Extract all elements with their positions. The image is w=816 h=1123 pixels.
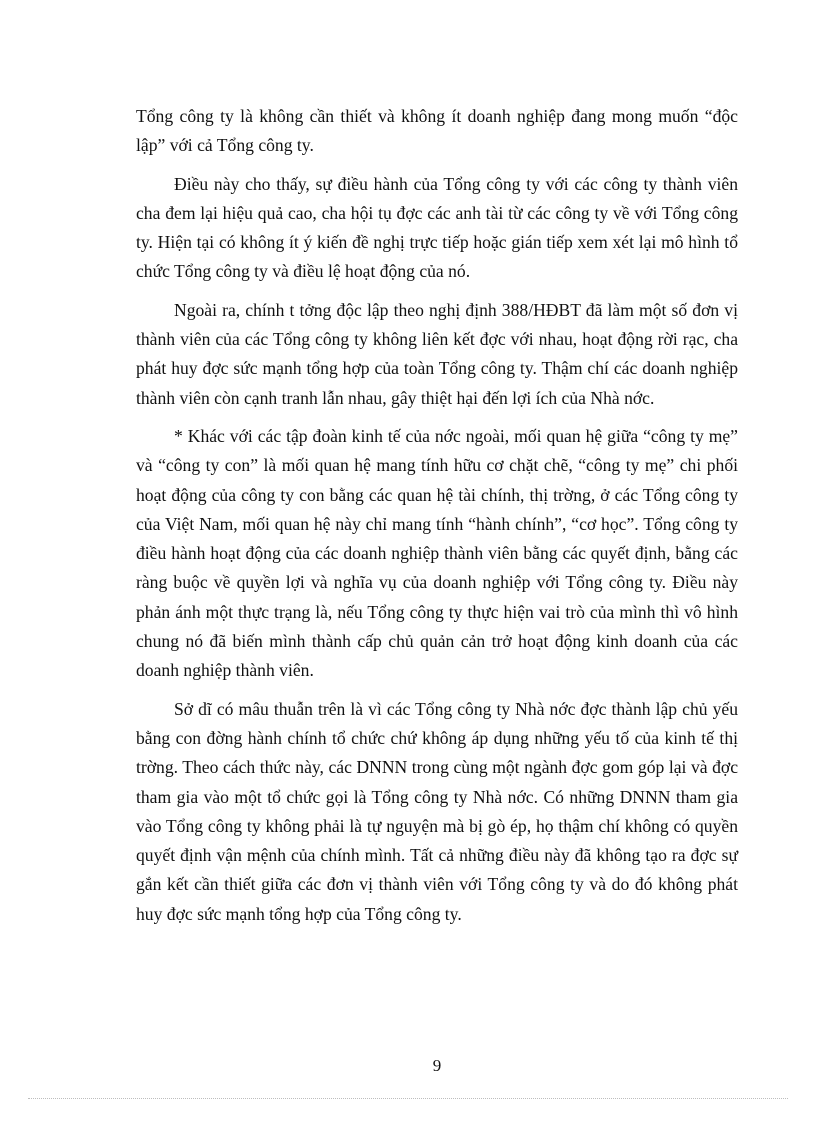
page-number: 9 xyxy=(432,1056,442,1075)
document-body xyxy=(136,102,738,929)
paragraph-independence-decree: Ngoài ra, chính t tởng độc lập theo nghị định 388/HĐBT đã làm một số đơn vị thành viên của các Tổng công ty không liên kết đợc với nhau, hoạt động rời rạc, cha phát huy đợc sức mạnh tổng hợp của toàn Tổng công ty. Thậm chí các doanh nghiệp thành viên còn cạnh tranh lẫn nhau, gây thiệt hại đến lợi ích của Nhà nớc. xyxy=(136,299,738,408)
paragraph-continuation: Tổng công ty là không cần thiết và không ít doanh nghiệp đang mong muốn “độc lập” với cả Tổng công ty. xyxy=(136,106,738,156)
paragraph-contradiction-cause: Sở dĩ có mâu thuẫn trên là vì các Tổng công ty Nhà nớc đợc thành lập chủ yếu bằng con đờng hành chính tổ chức chứ không áp dụng những yếu tố của kinh tế thị trờng. Theo cách thức này, các DNNN trong cùng một ngành đợc gom góp lại và đợc tham gia vào một tổ chức gọi là Tổng công ty Nhà nớc. Có những DNNN tham gia vào Tổng công ty không phải là tự nguyện mà bị gò ép, họ thậm chí không có quyền quyết định vận mệnh của chính mình. Tất cả những điều này đã không tạo ra đợc sự gắn kết cần thiết giữa các đơn vị thành viên với Tổng công ty và do đó không phát huy đợc sức mạnh tổng hợp của Tổng công ty. xyxy=(136,698,738,924)
paragraph-management-effectiveness: Điều này cho thấy, sự điều hành của Tổng công ty với các công ty thành viên cha đem lại hiệu quả cao, cha hội tụ đợc các anh tài từ các công ty về với Tổng công ty. Hiện tại có không ít ý kiến đề nghị trực tiếp hoặc gián tiếp xem xét lại mô hình tổ chức Tổng công ty và điều lệ hoạt động của nó. xyxy=(136,173,738,282)
paragraph-parent-subsidiary: * Khác với các tập đoàn kinh tế của nớc ngoài, mối quan hệ giữa “công ty mẹ” và “công ty con” là mối quan hệ mang tính hữu cơ chặt chẽ, “công ty mẹ” chi phối hoạt động của công ty con bằng các quan hệ tài chính, thị trờng, ở các Tổng công ty của Việt Nam, mối quan hệ này chỉ mang tính “hành chính”, “cơ học”. Tổng công ty điều hành hoạt động của các doanh nghiệp thành viên bằng các quyết định, bằng các ràng buộc về quyền lợi và nghĩa vụ của doanh nghiệp với Tổng công ty. Điều này phản ánh một thực trạng là, nếu Tổng công ty thực hiện vai trò của mình thì vô hình chung nó đã biến mình thành cấp chủ quản cản trở hoạt động kinh doanh của các doanh nghiệp thành viên. xyxy=(136,425,738,681)
page-bottom-rule xyxy=(28,1098,788,1099)
